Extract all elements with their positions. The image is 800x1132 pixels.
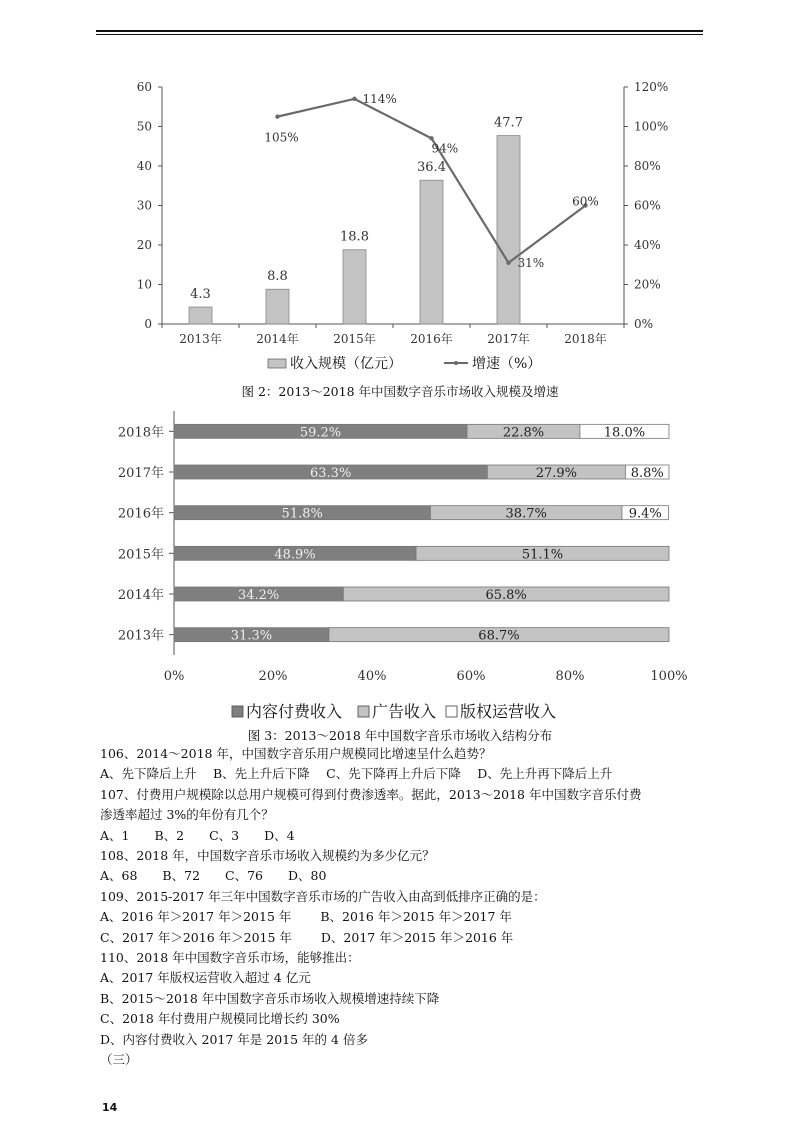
section-marker: （三）	[100, 1052, 138, 1068]
question-110-option-c: C、2018 年付费用户规模同比增长约 30%	[100, 1011, 340, 1027]
growth-point	[429, 136, 433, 140]
x-tick-label: 2018年	[564, 332, 607, 346]
y2-tick-label: 60%	[634, 198, 661, 213]
x-tick-label: 2013年	[179, 332, 222, 346]
segment-label: 8.8%	[630, 466, 664, 481]
segment-label: 68.7%	[478, 628, 520, 644]
legend-swatch-3	[446, 706, 457, 717]
category-label: 2016年	[117, 506, 164, 522]
question-106-options: A、先下降后上升 B、先上升后下降 C、先下降再上升后下降 D、先上升再下降后上升	[100, 766, 613, 782]
legend-line-marker	[454, 361, 458, 365]
y-tick-label: 40	[136, 159, 152, 173]
y-tick-label: 20	[136, 238, 152, 252]
y2-tick-label: 20%	[634, 277, 661, 292]
question-108-options: A、68 B、72 C、76 D、80	[100, 868, 327, 884]
question-107-stem: 107、付费用户规模除以总用户规模可得到付费渗透率。据此，2013～2018 年中国数字音乐付费	[100, 786, 642, 802]
segment-label: 18.0%	[603, 425, 646, 441]
segment-label: 31.3%	[230, 628, 273, 644]
revenue-bar-label: 18.8	[340, 229, 369, 245]
revenue-bar	[343, 250, 366, 324]
header-rule	[96, 30, 703, 36]
x-tick-label: 0%	[163, 669, 185, 684]
y2-tick-label: 0%	[634, 317, 654, 331]
segment-label: 9.4%	[628, 506, 662, 522]
y-tick-label: 50	[136, 119, 152, 134]
legend-bar-swatch	[268, 359, 286, 368]
growth-point	[506, 261, 510, 265]
legend-bar-label: 收入规模（亿元）	[290, 356, 402, 372]
x-tick-label: 80%	[555, 669, 585, 684]
y-tick-label: 10	[136, 277, 152, 292]
figure-2-caption: 图 2：2013～2018 年中国数字音乐市场收入规模及增速	[241, 384, 559, 399]
growth-label: 31%	[517, 255, 545, 270]
legend-swatch-1	[232, 706, 243, 717]
category-label: 2017年	[117, 466, 164, 481]
question-109-stem: 109、2015-2017 年三年中国数字音乐市场的广告收入由高到低排序正确的是：	[100, 888, 546, 904]
y2-tick-label: 100%	[634, 119, 669, 134]
legend-label-3: 版权运营收入	[460, 702, 557, 721]
segment-label: 59.2%	[299, 425, 342, 441]
category-label: 2013年	[117, 628, 164, 644]
revenue-bar	[189, 307, 212, 324]
x-tick-label: 2015年	[333, 332, 376, 346]
category-label: 2015年	[117, 547, 164, 563]
segment-label: 65.8%	[485, 588, 527, 603]
growth-label: 94%	[431, 141, 459, 156]
growth-label: 105%	[264, 130, 299, 145]
category-label: 2018年	[117, 425, 164, 441]
y-tick-label: 60	[136, 80, 152, 94]
x-tick-label: 60%	[456, 669, 486, 684]
question-list	[100, 744, 710, 1071]
x-tick-label: 100%	[650, 669, 688, 684]
segment-label: 51.1%	[521, 547, 564, 563]
y2-tick-label: 40%	[634, 238, 661, 252]
revenue-bar-label: 47.7	[494, 115, 523, 131]
revenue-growth-chart	[0, 70, 800, 405]
figure-3-caption: 图 3：2013～2018 年中国数字音乐市场收入结构分布	[247, 728, 553, 743]
question-110-option-a: A、2017 年版权运营收入超过 4 亿元	[100, 970, 311, 986]
question-110-option-d: D、内容付费收入 2017 年是 2015 年的 4 倍多	[100, 1031, 368, 1047]
x-tick-label: 2016年	[410, 332, 453, 346]
legend-label-1: 内容付费收入	[246, 702, 343, 721]
question-108-stem: 108、2018 年，中国数字音乐市场收入规模约为多少亿元？	[100, 848, 435, 864]
y2-tick-label: 80%	[634, 159, 661, 173]
revenue-bar	[420, 180, 443, 324]
revenue-bar	[497, 136, 520, 324]
revenue-bar-label: 36.4	[417, 160, 446, 176]
revenue-bar-label: 4.3	[190, 287, 211, 303]
x-tick-label: 20%	[258, 669, 288, 684]
question-109-options-cd: C、2017 年＞2016 年＞2015 年 D、2017 年＞2015 年＞2016 年	[100, 929, 514, 945]
page-number: 14	[102, 1101, 118, 1114]
growth-label: 60%	[572, 194, 599, 209]
segment-label: 34.2%	[237, 588, 280, 603]
segment-label: 22.8%	[502, 425, 545, 441]
question-110-option-b: B、2015～2018 年中国数字音乐市场收入规模增速持续下降	[100, 990, 440, 1006]
question-109-options-ab: A、2016 年＞2017 年＞2015 年 B、2016 年＞2015 年＞2017 年	[100, 909, 512, 925]
y-tick-label: 0	[144, 317, 152, 331]
y2-tick-label: 120%	[634, 80, 669, 94]
x-tick-label: 2014年	[256, 332, 299, 346]
legend-label-2: 广告收入	[372, 702, 437, 721]
question-107-stem-cont: 渗透率超过 3%的年份有几个？	[100, 807, 274, 823]
segment-label: 63.3%	[310, 466, 352, 481]
question-107-options: A、1 B、2 C、3 D、4	[100, 827, 295, 843]
x-tick-label: 40%	[357, 669, 387, 684]
revenue-structure-chart	[0, 405, 800, 745]
revenue-bar-label: 8.8	[267, 269, 288, 285]
growth-point	[352, 97, 356, 101]
question-106-stem: 106、2014～2018 年，中国数字音乐用户规模同比增速呈什么趋势？	[100, 746, 492, 761]
legend-line-label: 增速（%）	[472, 356, 542, 372]
x-tick-label: 2017年	[487, 332, 530, 346]
question-110-stem: 110、2018 年中国数字音乐市场，能够推出：	[100, 950, 360, 966]
category-label: 2014年	[117, 588, 164, 603]
growth-label: 114%	[362, 91, 397, 106]
segment-label: 27.9%	[535, 466, 578, 481]
segment-label: 48.9%	[274, 547, 316, 563]
y-tick-label: 30	[136, 198, 152, 213]
segment-label: 38.7%	[505, 506, 547, 522]
growth-point	[275, 114, 279, 118]
revenue-bar	[266, 289, 289, 324]
segment-label: 51.8%	[281, 506, 323, 522]
legend-swatch-2	[358, 706, 369, 717]
